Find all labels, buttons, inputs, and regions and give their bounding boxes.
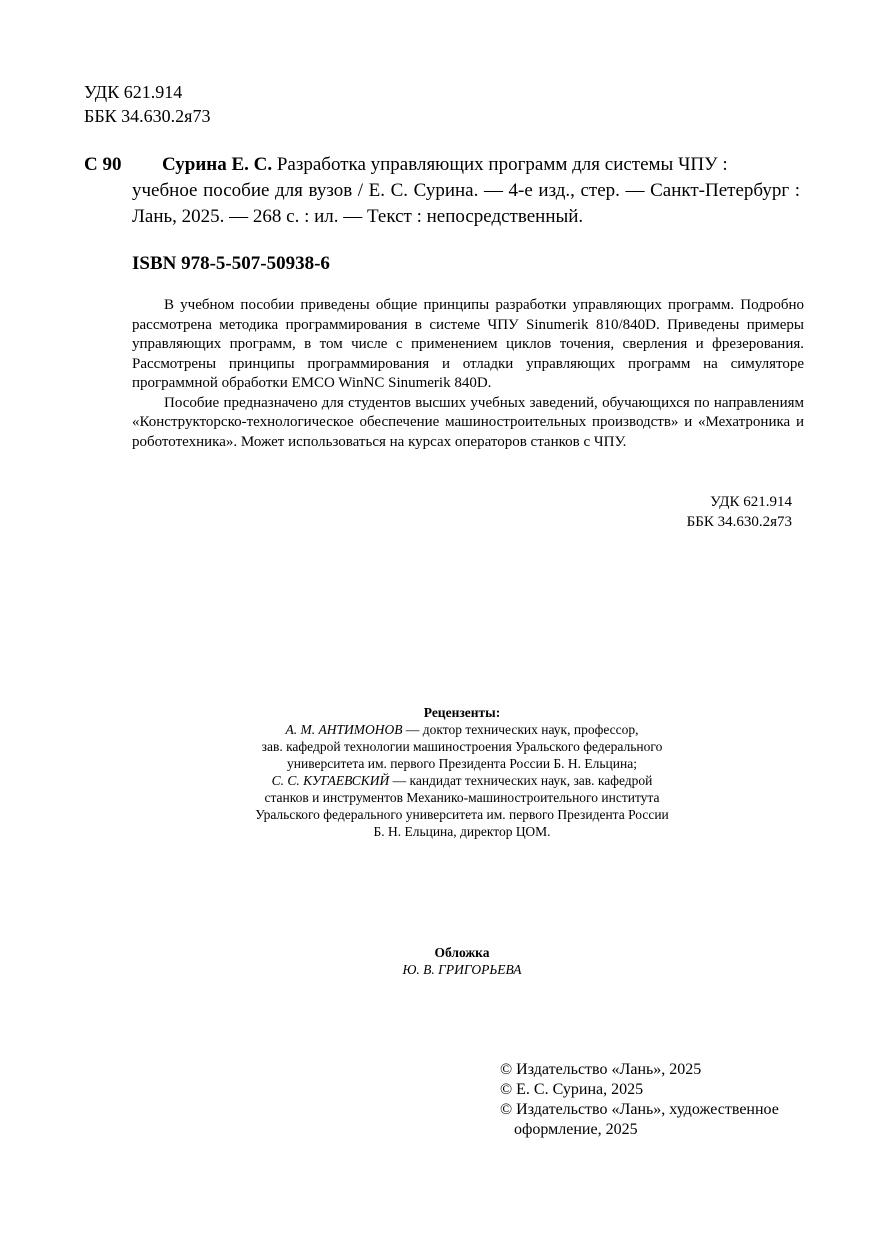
reviewer-2-name: С. С. КУГАЕВСКИЙ (271, 773, 390, 788)
reviewers-section (160, 704, 764, 840)
classification-top (84, 80, 210, 128)
bbk-code: ББК 34.630.2я73 (84, 106, 211, 126)
author-name: Сурина Е. С. (162, 154, 273, 175)
copyright-line-2: © Е. С. Сурина, 2025 (500, 1081, 644, 1098)
title-line: Разработка управляющих программ для системы ЧПУ : (276, 154, 728, 175)
udk-code-repeat: УДК 621.914 (710, 494, 792, 510)
cover-heading: Обложка (434, 945, 490, 960)
annotation-paragraph-2: Пособие предназначено для студентов высших учебных заведений, обучающихся по направлениям «Конструкторско-технологическое обеспечение машиностроительных производств» и «Мехатроника и робототехника». Может использоваться на курсах операторов станков с ЧПУ. (132, 394, 804, 450)
reviewer-1-credentials: — доктор технических наук, профессор, (402, 722, 639, 737)
classification-bottom (600, 492, 792, 532)
publication-details: учебное пособие для вузов / Е. С. Сурина. — 4-е изд., стер. — Санкт-Петербург : Лань, 2025. — 268 с. : ил. — Текст : непосредственный. (132, 180, 800, 227)
author-sign: С 90 (84, 154, 122, 175)
reviewer-1-name: А. М. АНТИМОНОВ (285, 722, 403, 737)
annotation (132, 296, 804, 452)
annotation-paragraph-1: В учебном пособии приведены общие принципы разработки управляющих программ. Подробно рассмотрена методика программирования в системе ЧПУ Sinumerik 810/840D. Приведены примеры управляющих программ, в том числе с применением циклов точения, сверления и фрезерования. Рассмотрены принципы программирования и отладки управляющих программ на симуляторе программной обработки EMCO WinNC Sinumerik 840D. (132, 297, 804, 391)
bibliographic-record (84, 152, 800, 230)
cover-designer: Ю. В. ГРИГОРЬЕВА (402, 962, 522, 977)
udk-code: УДК 621.914 (84, 82, 183, 102)
reviewer-1-line-2: зав. кафедрой технологии машиностроения Уральского федерального (261, 739, 663, 754)
copyright-line-3-continued: оформление, 2025 (514, 1121, 638, 1138)
cover-credit (300, 944, 624, 978)
copyright-line-1: © Издательство «Лань», 2025 (500, 1061, 702, 1078)
reviewers-heading: Рецензенты: (423, 705, 501, 720)
copyright-notices (500, 1060, 810, 1140)
isbn-number: ISBN 978-5-507-50938-6 (132, 253, 330, 274)
reviewer-2-credentials: — кандидат технических наук, зав. кафедрой (389, 773, 653, 788)
reviewer-2-line-2: станков и инструментов Механико-машиностроительного института (264, 790, 660, 805)
reviewer-2-line-3: Уральского федерального университета им. первого Президента России (255, 807, 669, 822)
reviewer-1-line-3: университета им. первого Президента России Б. Н. Ельцина; (287, 756, 637, 771)
bbk-code-repeat: ББК 34.630.2я73 (686, 514, 792, 530)
bibliographic-description (132, 152, 800, 230)
copyright-line-3: © Издательство «Лань», художественное (500, 1101, 779, 1118)
reviewer-2-line-4: Б. Н. Ельцина, директор ЦОМ. (373, 824, 551, 839)
reviewer-1-line-1 (160, 721, 764, 738)
reviewer-2-line-1 (160, 772, 764, 789)
